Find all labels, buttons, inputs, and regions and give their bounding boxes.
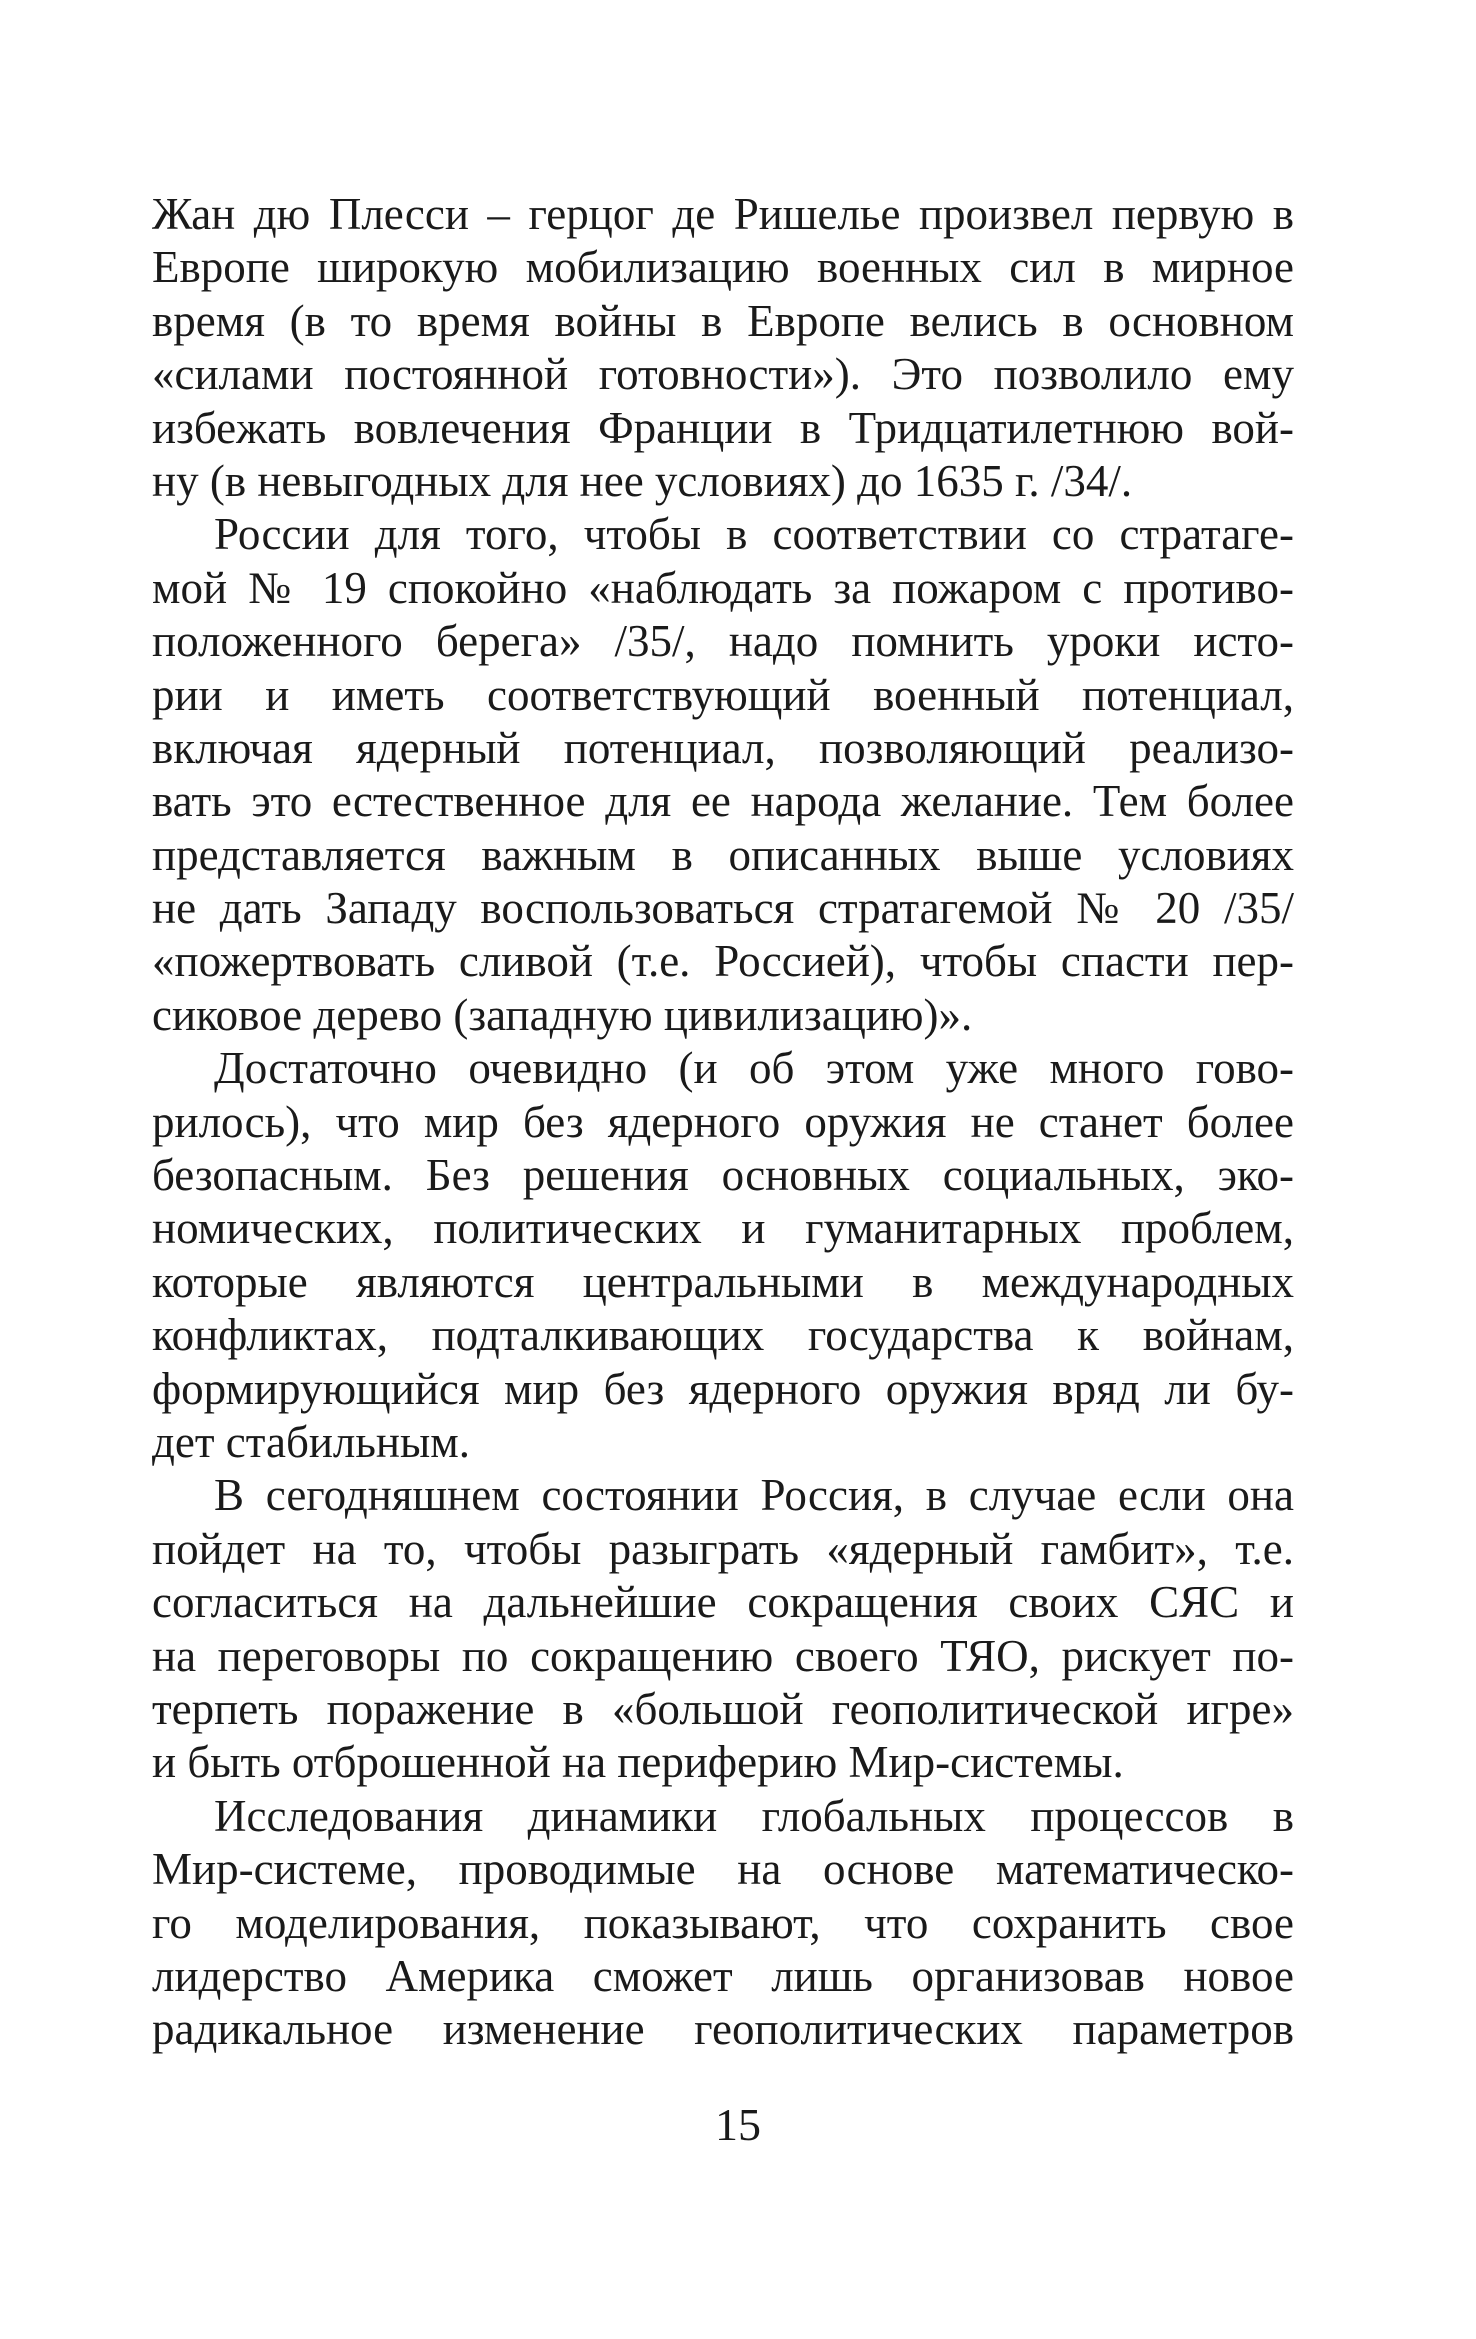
paragraph xyxy=(152,1469,1294,1789)
text-line: дет стабильным. xyxy=(152,1416,470,1467)
text-line: го моделирования, показывают, что сохранить свое xyxy=(152,1897,1294,1948)
text-line: Достаточно очевидно (и об этом уже много гово- xyxy=(214,1043,1294,1094)
text-line: Жан дю Плесси – герцог де Ришелье произвел первую в xyxy=(152,189,1294,239)
paragraph xyxy=(152,1790,1294,2057)
text-line: не дать Западу воспользоваться стратагемой № 20 /35/ xyxy=(152,883,1294,934)
text-line: время (в то время войны в Европе велись в основном xyxy=(152,295,1294,346)
paragraph xyxy=(152,1042,1294,1469)
body-text xyxy=(152,188,1294,2057)
text-line: Европе широкую мобилизацию военных сил в мирное xyxy=(152,242,1294,293)
text-line: рилось), что мир без ядерного оружия не станет более xyxy=(152,1096,1294,1147)
text-line: номических, политических и гуманитарных проблем, xyxy=(152,1203,1294,1254)
text-line: Мир-системе, проводимые на основе математическо- xyxy=(152,1844,1294,1895)
text-line: сиковое дерево (западную цивилизацию)». xyxy=(152,989,973,1040)
paragraph xyxy=(152,508,1294,1042)
text-line: вать это естественное для ее народа желание. Тем более xyxy=(152,776,1294,827)
text-line: и быть отброшенной на периферию Мир-системы. xyxy=(152,1737,1124,1788)
text-line: мой № 19 спокойно «наблюдать за пожаром с противо- xyxy=(152,562,1294,613)
text-line: формирующийся мир без ядерного оружия вряд ли бу- xyxy=(152,1363,1294,1414)
text-line: положенного берега» /35/, надо помнить уроки исто- xyxy=(152,616,1294,667)
text-line: Исследования динамики глобальных процессов в xyxy=(214,1790,1294,1841)
text-line: В сегодняшнем состоянии Россия, в случае если она xyxy=(214,1470,1294,1521)
text-line: безопасным. Без решения основных социальных, эко- xyxy=(152,1150,1294,1201)
page-number: 15 xyxy=(715,2099,761,2150)
text-line: которые являются центральными в международных xyxy=(152,1256,1294,1307)
paragraph xyxy=(152,188,1294,508)
text-line: рии и иметь соответствующий военный потенциал, xyxy=(152,669,1294,720)
text-line: лидерство Америка сможет лишь организовав новое xyxy=(152,1950,1294,2001)
text-line: ну (в невыгодных для нее условиях) до 1635 г. /34/. xyxy=(152,455,1133,506)
text-line: включая ядерный потенциал, позволяющий реализо- xyxy=(152,722,1294,773)
text-line: терпеть поражение в «большой геополитической игре» xyxy=(152,1683,1294,1734)
text-line: пойдет на то, чтобы разыграть «ядерный гамбит», т.е. xyxy=(152,1523,1294,1574)
text-line: конфликтах, подталкивающих государства к войнам, xyxy=(152,1310,1294,1361)
text-line: радикальное изменение геополитических параметров xyxy=(152,2004,1294,2055)
text-line: на переговоры по сокращению своего ТЯО, рискует по- xyxy=(152,1630,1294,1681)
text-line: представляется важным в описанных выше условиях xyxy=(152,829,1294,880)
text-line: «силами постоянной готовности»). Это позволило ему xyxy=(152,349,1294,400)
text-line: избежать вовлечения Франции в Тридцатилетнюю вой- xyxy=(152,402,1294,453)
text-line: России для того, чтобы в соответствии со стратаге- xyxy=(214,509,1294,560)
text-line: согласиться на дальнейшие сокращения своих СЯС и xyxy=(152,1577,1294,1628)
text-line: «пожертвовать сливой (т.е. Россией), чтобы спасти пер- xyxy=(152,936,1294,987)
